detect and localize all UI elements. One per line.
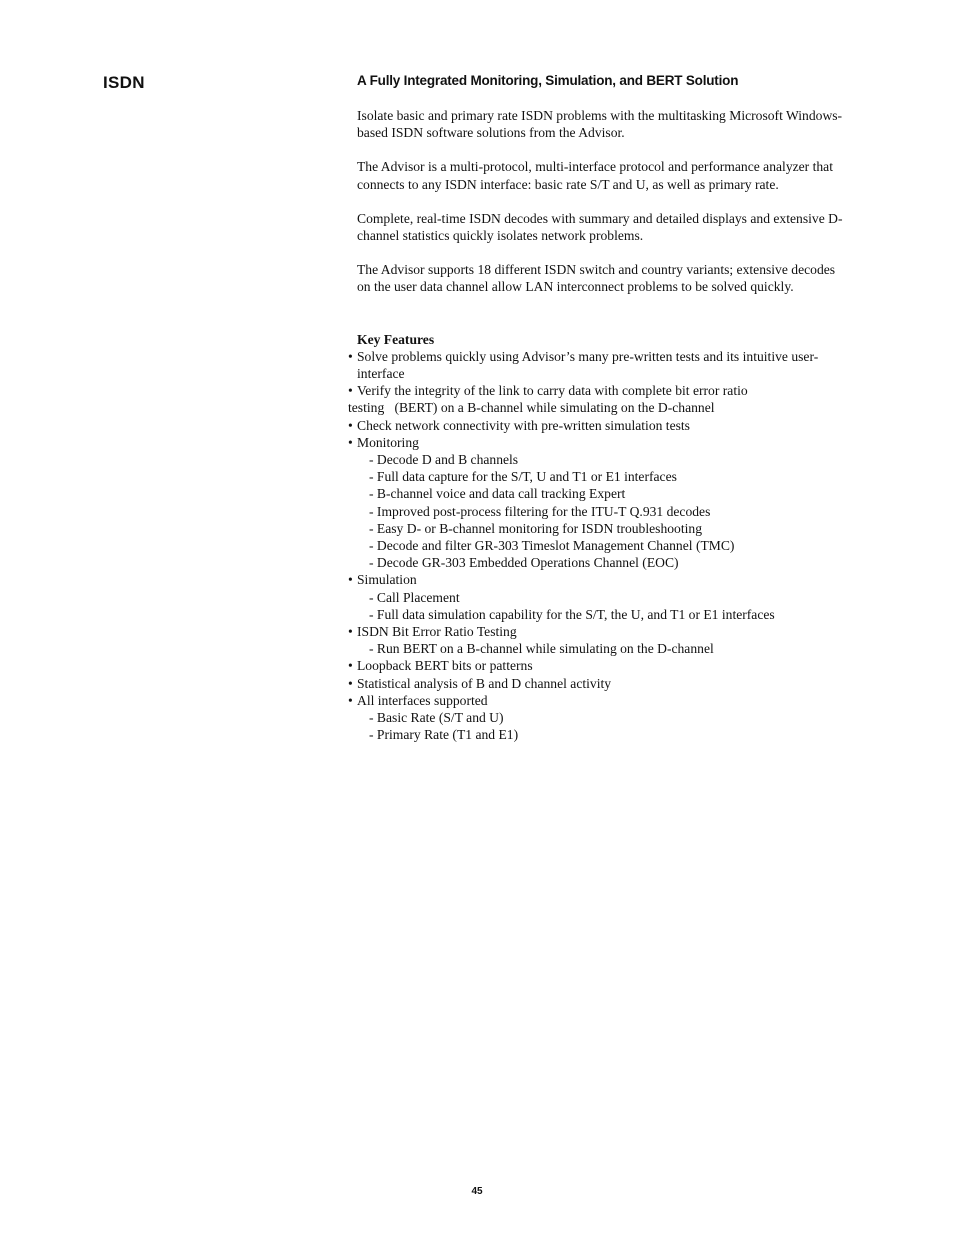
- sub-item: - Call Placement: [369, 589, 460, 605]
- key-features-list: [348, 348, 848, 744]
- sub-item: - Decode D and B channels: [369, 452, 519, 468]
- list-item: • All interfaces supported: [348, 692, 488, 708]
- bullet-icon: •: [348, 675, 353, 691]
- variants-paragraph: The Advisor supports 18 different ISDN switch and country variants; extensive decodes on the user data channel allow LAN interconnect problems to be solved quickly.: [357, 262, 836, 295]
- sub-item: - Full data capture for the S/T, U and T1 or E1 interfaces: [369, 469, 677, 485]
- bullet-icon: •: [348, 692, 353, 708]
- bullet-icon: •: [348, 434, 353, 450]
- bullet-icon: •: [348, 658, 353, 674]
- sub-item: - Easy D- or B-channel monitoring for ISDN troubleshooting: [369, 520, 702, 536]
- bullet-icon: •: [348, 572, 353, 588]
- headline: A Fully Integrated Monitoring, Simulation, and BERT Solution: [357, 73, 739, 88]
- bullet-icon: •: [348, 417, 353, 433]
- bullet-icon: •: [348, 383, 353, 399]
- list-item: • Check network connectivity with pre-written simulation tests: [348, 417, 690, 433]
- list-item: • ISDN Bit Error Ratio Testing: [348, 624, 517, 640]
- sub-item: - Run BERT on a B-channel while simulating on the D-channel: [369, 641, 714, 657]
- sub-item: - Basic Rate (S/T and U): [369, 710, 504, 726]
- main-content: [348, 72, 848, 744]
- list-item: • Solve problems quickly using Advisor’s many pre-written tests and its intuitive user-interface: [348, 348, 819, 382]
- sub-item: - B-channel voice and data call tracking Expert: [369, 486, 626, 502]
- sub-item: - Full data simulation capability for the S/T, the U, and T1 or E1 interfaces: [369, 606, 775, 622]
- list-item-continuation: testing (BERT) on a B-channel while simulating on the D-channel: [348, 400, 715, 416]
- section-title: ISDN: [103, 73, 145, 92]
- sub-item: - Primary Rate (T1 and E1): [369, 727, 519, 743]
- sub-item: - Decode GR-303 Embedded Operations Channel (EOC): [369, 555, 679, 571]
- bullet-icon: •: [348, 624, 353, 640]
- intro-paragraph: Isolate basic and primary rate ISDN problems with the multitasking Microsoft Windows-based ISDN software solutions from the Advisor.: [357, 108, 843, 141]
- sub-item: - Improved post-process filtering for the ITU-T Q.931 decodes: [369, 503, 711, 519]
- advisor-paragraph: The Advisor is a multi-protocol, multi-interface protocol and performance analyzer that connects to any ISDN interface: basic rate S/T and U, as well as primary rate.: [357, 159, 833, 192]
- list-item: • Verify the integrity of the link to carry data with complete bit error ratio: [348, 383, 748, 399]
- decodes-paragraph: Complete, real-time ISDN decodes with summary and detailed displays and extensive D-channel statistics quickly isolates network problems.: [357, 210, 843, 244]
- list-item: • Statistical analysis of B and D channel activity: [348, 675, 612, 691]
- key-features-heading: Key Features: [357, 331, 435, 347]
- list-item: • Simulation: [348, 572, 417, 588]
- bullet-icon: •: [348, 348, 353, 364]
- page-number: 45: [471, 1186, 483, 1197]
- sub-item: - Decode and filter GR-303 Timeslot Management Channel (TMC): [369, 538, 735, 554]
- list-item: • Loopback BERT bits or patterns: [348, 658, 533, 674]
- list-item: • Monitoring: [348, 434, 419, 450]
